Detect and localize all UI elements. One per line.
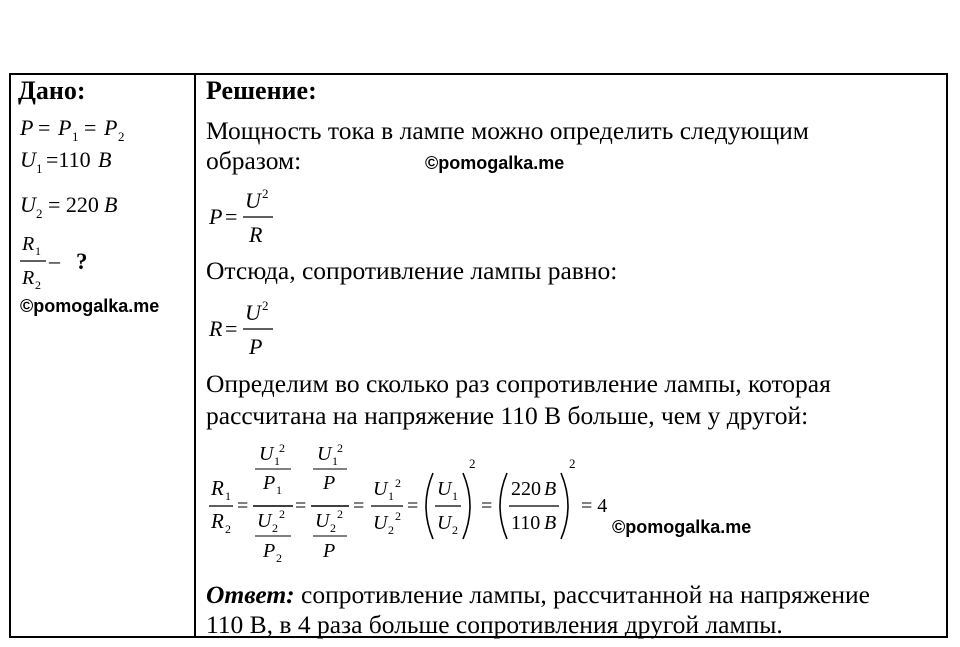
- svg-text:R: R: [249, 222, 263, 247]
- formula-power: [205, 184, 285, 250]
- svg-text:R: R: [209, 316, 223, 341]
- svg-text:2: 2: [279, 441, 285, 455]
- svg-text:=: =: [225, 316, 238, 341]
- svg-text:2: 2: [388, 523, 394, 537]
- svg-text:=: =: [38, 115, 51, 140]
- svg-text:1: 1: [36, 161, 43, 176]
- given-header: Дано:: [18, 76, 86, 105]
- svg-text:=: =: [481, 495, 493, 517]
- given-unknown: [20, 233, 88, 292]
- svg-text:1: 1: [274, 454, 280, 468]
- svg-text:U: U: [20, 192, 36, 217]
- svg-text:P: P: [323, 472, 336, 494]
- svg-text:U: U: [373, 512, 388, 534]
- solution-header: Решение:: [206, 76, 317, 105]
- formula-resistance: [205, 296, 285, 362]
- svg-text:2: 2: [395, 476, 401, 490]
- svg-text:B: B: [544, 512, 557, 534]
- svg-text:P: P: [104, 115, 118, 140]
- svg-text:1: 1: [452, 489, 458, 503]
- svg-text:=: =: [84, 115, 97, 140]
- svg-text:U: U: [245, 188, 261, 213]
- svg-text:2: 2: [262, 298, 269, 313]
- svg-text:U: U: [245, 300, 261, 325]
- svg-text:R: R: [211, 476, 224, 500]
- svg-text:R: R: [22, 233, 35, 255]
- svg-text:1: 1: [276, 483, 282, 497]
- svg-text:U: U: [373, 478, 388, 500]
- svg-text:U: U: [257, 510, 272, 532]
- svg-text:–: –: [49, 248, 60, 273]
- svg-text:1: 1: [72, 129, 79, 144]
- svg-text:P: P: [263, 540, 276, 562]
- svg-text:=: =: [237, 495, 249, 517]
- svg-text:110: 110: [511, 512, 541, 534]
- answer-line-2: 110 В, в 4 раза больше сопротивления другой лампы.: [206, 610, 783, 639]
- svg-text:2: 2: [272, 521, 278, 535]
- given-eq2: [20, 147, 111, 176]
- solution-line-5: рассчитана на напряжение 110 В больше, чем у другой:: [206, 401, 809, 430]
- svg-text:= 4: = 4: [581, 495, 608, 517]
- svg-text:P: P: [323, 540, 336, 562]
- svg-text:B: B: [544, 478, 557, 500]
- svg-text:220: 220: [511, 478, 541, 500]
- svg-text:U: U: [437, 512, 452, 534]
- solution-line-1: Мощность тока в лампе можно определить следующим: [206, 116, 809, 145]
- svg-text:R: R: [22, 267, 35, 289]
- svg-text:=: =: [295, 495, 307, 517]
- svg-text:2: 2: [469, 456, 476, 471]
- svg-text:P: P: [209, 204, 223, 229]
- svg-text:R: R: [211, 509, 224, 533]
- svg-text:2: 2: [330, 521, 336, 535]
- svg-text:2: 2: [262, 186, 269, 201]
- svg-text:2: 2: [337, 507, 343, 521]
- svg-text:2: 2: [337, 441, 343, 455]
- svg-text:U: U: [437, 478, 452, 500]
- svg-text:=: =: [353, 495, 365, 517]
- given-eq1: [19, 115, 125, 144]
- svg-text:2: 2: [395, 509, 401, 523]
- svg-text:P: P: [58, 115, 72, 140]
- answer-line-1: [206, 580, 870, 610]
- svg-text:B: B: [98, 147, 112, 172]
- svg-text:2: 2: [276, 551, 282, 565]
- formula-ratio: [205, 438, 625, 573]
- answer-text-1: сопротивление лампы, рассчитанной на напряжение: [294, 580, 870, 609]
- svg-text:2: 2: [279, 507, 285, 521]
- svg-text:U: U: [317, 443, 332, 465]
- svg-text:2: 2: [225, 522, 231, 536]
- solution-line-2: образом:: [206, 146, 302, 175]
- svg-text:= 220: = 220: [48, 192, 99, 217]
- svg-text:1: 1: [225, 489, 231, 503]
- svg-text:B: B: [104, 192, 118, 217]
- svg-text:2: 2: [36, 206, 43, 221]
- svg-text:2: 2: [569, 456, 576, 471]
- svg-text:1: 1: [388, 489, 394, 503]
- solution-line-3: Отсюда, сопротивление лампы равно:: [206, 256, 618, 285]
- watermark-1: ©pomogalka.me: [20, 296, 160, 316]
- svg-text:U: U: [20, 147, 36, 172]
- svg-text:P: P: [20, 115, 34, 140]
- column-divider: [194, 73, 196, 638]
- answer-label: Ответ:: [206, 580, 295, 609]
- svg-text:2: 2: [118, 129, 125, 144]
- svg-text:P: P: [263, 472, 276, 494]
- given-eq3: [20, 192, 117, 221]
- solution-line-4: Определим во сколько раз сопротивление лампы, которая: [206, 369, 831, 398]
- svg-text:=: =: [407, 495, 419, 517]
- svg-text:1: 1: [332, 454, 338, 468]
- svg-text:1: 1: [35, 244, 41, 258]
- svg-text:=110: =110: [46, 147, 91, 172]
- svg-text:2: 2: [35, 278, 41, 292]
- svg-text:2: 2: [452, 523, 458, 537]
- svg-text:=: =: [225, 204, 238, 229]
- svg-text:U: U: [315, 510, 330, 532]
- unknown-mark: ?: [76, 249, 88, 274]
- svg-text:U: U: [259, 443, 274, 465]
- given-formulas: [16, 112, 191, 302]
- watermark-3: ©pomogalka.me: [612, 517, 752, 537]
- watermark-2: ©pomogalka.me: [425, 153, 565, 173]
- svg-text:P: P: [249, 334, 263, 359]
